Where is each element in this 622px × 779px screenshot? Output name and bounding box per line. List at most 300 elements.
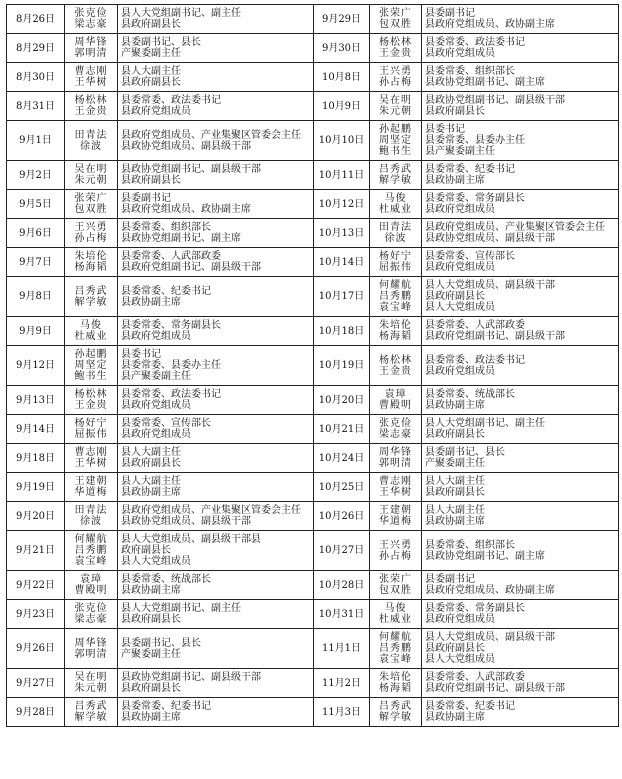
- person-name: 包双胜: [379, 585, 412, 596]
- position-title: 县委常委、纪委书记: [121, 701, 211, 712]
- person-name: 朱培伦: [379, 320, 412, 331]
- right-names-cell: [370, 571, 422, 600]
- person-name: 吕秀鹏: [379, 291, 412, 302]
- right-names-cell: [370, 317, 422, 346]
- table-row: [7, 248, 619, 277]
- person-name: 袁宝峰: [379, 654, 412, 665]
- left-date-cell: 8月31日: [7, 92, 65, 121]
- position-title: 县委副书记、县长: [425, 447, 505, 458]
- left-names-cell: [65, 63, 118, 92]
- position-title: 县政协副主席: [121, 487, 181, 498]
- position-title: 县委常委、政法委书记: [425, 37, 525, 48]
- person-name: 王金贵: [379, 365, 412, 377]
- table-row: [7, 92, 619, 121]
- person-name: 王华树: [74, 77, 108, 88]
- left-positions-cell: [118, 190, 314, 219]
- right-names-cell: [370, 698, 422, 727]
- left-names-cell: [65, 502, 118, 531]
- left-names-cell: [65, 92, 118, 121]
- left-positions-cell: [118, 698, 314, 727]
- left-date-cell: 9月23日: [7, 600, 65, 629]
- right-names-cell: [370, 248, 422, 277]
- left-positions-cell: [118, 219, 314, 248]
- table-row: [7, 5, 619, 34]
- left-names-cell: [65, 121, 118, 161]
- right-positions-cell: [422, 161, 619, 190]
- person-name: 袁宝峰: [379, 302, 412, 313]
- left-positions-cell: [118, 502, 314, 531]
- left-names-cell: [65, 219, 118, 248]
- person-name: 吕秀鹏: [379, 643, 412, 654]
- person-name: 曹殿明: [74, 585, 108, 596]
- person-name: 解学敏: [379, 712, 412, 723]
- right-date-cell: 10月10日: [314, 121, 370, 161]
- person-name: 张克俭: [74, 8, 108, 19]
- person-name: 郭明清: [74, 48, 108, 59]
- right-names-cell: [370, 34, 422, 63]
- position-title: 县政协党组副书记、副县级干部: [425, 95, 565, 106]
- right-date-cell: 10月13日: [314, 219, 370, 248]
- table-row: [7, 571, 619, 600]
- table-row: [7, 317, 619, 346]
- position-title: 县政府党组成员、政协副主席: [425, 19, 555, 30]
- person-name: 华道梅: [379, 516, 412, 527]
- person-name: 杜威业: [379, 204, 412, 215]
- person-name: 杨海韬: [74, 262, 108, 273]
- table-row: [7, 161, 619, 190]
- position-title: 县政府党组成员: [425, 48, 495, 59]
- left-names-cell: [65, 473, 118, 502]
- person-name: 曹志刚: [379, 476, 412, 487]
- right-names-cell: [370, 629, 422, 669]
- right-positions-cell: [422, 600, 619, 629]
- right-date-cell: 10月8日: [314, 63, 370, 92]
- right-date-cell: 10月24日: [314, 444, 370, 473]
- left-names-cell: [65, 531, 118, 571]
- left-positions-cell: [118, 34, 314, 63]
- position-title: 县人大副主任: [121, 476, 181, 487]
- position-title: 县政协副主席: [425, 516, 485, 527]
- right-date-cell: 10月11日: [314, 161, 370, 190]
- left-date-cell: 9月21日: [7, 531, 65, 571]
- left-date-cell: 9月5日: [7, 190, 65, 219]
- position-title: 县委副书记、县长: [121, 37, 201, 48]
- right-date-cell: 10月25日: [314, 473, 370, 502]
- person-name: 杨海韬: [379, 331, 412, 342]
- right-positions-cell: [422, 219, 619, 248]
- left-date-cell: 9月20日: [7, 502, 65, 531]
- left-names-cell: [65, 34, 118, 63]
- person-name: 华道梅: [74, 487, 108, 498]
- position-title: 县人大党组成员、副县级干部县: [121, 534, 261, 545]
- table-row: [7, 502, 619, 531]
- person-name: 包双胜: [379, 19, 412, 30]
- left-positions-cell: [118, 600, 314, 629]
- person-name: 周华锋: [379, 447, 412, 458]
- position-title: 产聚委副主任: [121, 648, 181, 660]
- left-date-cell: 9月12日: [7, 346, 65, 386]
- position-title: 县政府副县长: [425, 643, 485, 654]
- position-title: 县政府党组成员: [425, 614, 495, 625]
- right-date-cell: 9月30日: [314, 34, 370, 63]
- right-names-cell: [370, 63, 422, 92]
- position-title: 县委常委、政法委书记: [425, 354, 525, 366]
- person-name: 徐波: [384, 233, 407, 244]
- position-title: 县委常委、政法委书记: [121, 95, 221, 106]
- right-positions-cell: [422, 317, 619, 346]
- table-row: [7, 444, 619, 473]
- left-positions-cell: [118, 473, 314, 502]
- position-title: 县政协副主席: [425, 175, 485, 186]
- position-title: 县人大党组成员、副县级干部: [425, 280, 555, 291]
- person-name: 杨松林: [379, 37, 412, 48]
- right-positions-cell: [422, 346, 619, 386]
- position-title: 县人大党组成员: [121, 556, 191, 567]
- position-title: 县人大党组成员、副县级干部: [425, 632, 555, 643]
- person-name: 马俊: [384, 603, 407, 614]
- right-positions-cell: [422, 698, 619, 727]
- left-positions-cell: [118, 531, 314, 571]
- person-name: 王金贵: [74, 106, 108, 117]
- person-name: 何耀航: [74, 534, 108, 545]
- right-names-cell: [370, 346, 422, 386]
- left-names-cell: [65, 629, 118, 669]
- person-name: 周华锋: [74, 37, 108, 48]
- position-title: 县政府党组成员: [121, 400, 191, 411]
- left-date-cell: 9月18日: [7, 444, 65, 473]
- position-title: 县委常委、常务副县长: [425, 603, 525, 614]
- person-name: 孙占梅: [379, 77, 412, 88]
- person-name: 周坚定: [379, 135, 412, 146]
- right-date-cell: 10月21日: [314, 415, 370, 444]
- left-names-cell: [65, 669, 118, 698]
- left-positions-cell: [118, 248, 314, 277]
- left-positions-cell: [118, 161, 314, 190]
- person-name: 朱元朝: [74, 683, 108, 694]
- left-positions-cell: [118, 5, 314, 34]
- person-name: 吕秀武: [379, 701, 412, 712]
- table-row: [7, 386, 619, 415]
- table-row: [7, 34, 619, 63]
- person-name: 吕秀鹏: [74, 545, 108, 556]
- person-name: 吕秀武: [74, 701, 108, 712]
- person-name: 张荣广: [379, 574, 412, 585]
- person-name: 朱培伦: [74, 251, 108, 262]
- position-title: 县政协党组副书记、副主席: [121, 233, 241, 244]
- position-title: 政府副县长: [121, 545, 171, 556]
- position-title: 县政府党组成员、产业集聚区管委会主任: [425, 222, 605, 233]
- left-names-cell: [65, 571, 118, 600]
- position-title: 县政协党组成员、副县级干部: [425, 233, 555, 244]
- left-positions-cell: [118, 63, 314, 92]
- left-positions-cell: [118, 444, 314, 473]
- person-name: 孙起鹏: [379, 124, 412, 135]
- position-title: 县政府副县长: [425, 291, 485, 302]
- right-names-cell: [370, 669, 422, 698]
- person-name: 包双胜: [74, 204, 108, 215]
- person-name: 田青法: [74, 505, 108, 516]
- table-row: [7, 669, 619, 698]
- person-name: 孙占梅: [379, 550, 412, 562]
- person-name: 曹殿明: [379, 400, 412, 411]
- table-row: [7, 277, 619, 317]
- person-name: 孙起鹏: [74, 349, 108, 360]
- left-names-cell: [65, 415, 118, 444]
- person-name: 袁璋: [80, 574, 102, 585]
- position-title: 县政府党组副书记、副县级干部: [121, 262, 261, 273]
- person-name: 杨好宁: [74, 418, 108, 429]
- position-title: 县委常委、县委办主任: [121, 360, 221, 371]
- position-title: 县政协副主席: [425, 400, 485, 411]
- position-title: 县委书记: [425, 124, 465, 135]
- right-date-cell: 10月17日: [314, 277, 370, 317]
- right-positions-cell: [422, 386, 619, 415]
- person-name: 张荣广: [379, 8, 412, 19]
- position-title: 县政协副主席: [425, 712, 485, 723]
- left-date-cell: 9月7日: [7, 248, 65, 277]
- person-name: 杨好宁: [379, 251, 412, 262]
- right-positions-cell: [422, 415, 619, 444]
- left-names-cell: [65, 190, 118, 219]
- person-name: 徐波: [80, 516, 102, 527]
- position-title: 县委常委、统战部长: [121, 574, 211, 585]
- position-title: 县委常委、纪委书记: [425, 701, 515, 712]
- left-date-cell: 9月27日: [7, 669, 65, 698]
- person-name: 田青法: [379, 222, 412, 233]
- right-positions-cell: [422, 629, 619, 669]
- position-title: 县政府党组成员、政协副主席: [121, 204, 251, 215]
- position-title: 县政府副县长: [121, 77, 181, 88]
- position-title: 县政府党组成员: [121, 106, 191, 117]
- person-name: 郭明清: [74, 648, 108, 660]
- table-row: [7, 346, 619, 386]
- table-row: [7, 121, 619, 161]
- left-names-cell: [65, 161, 118, 190]
- person-name: 鲍书生: [74, 371, 108, 382]
- position-title: 县委常委、人武部政委: [121, 251, 221, 262]
- position-title: 县政协党组成员、副县级干部: [121, 140, 251, 152]
- table-row: [7, 698, 619, 727]
- person-name: 孙占梅: [74, 233, 108, 244]
- right-date-cell: 11月2日: [314, 669, 370, 698]
- position-title: 产聚委副主任: [121, 48, 181, 59]
- right-date-cell: 10月28日: [314, 571, 370, 600]
- left-date-cell: 9月2日: [7, 161, 65, 190]
- person-name: 王兴勇: [74, 222, 108, 233]
- right-positions-cell: [422, 571, 619, 600]
- left-names-cell: [65, 317, 118, 346]
- right-date-cell: 10月12日: [314, 190, 370, 219]
- person-name: 王建朝: [74, 476, 108, 487]
- person-name: 王建朝: [379, 505, 412, 516]
- right-date-cell: 10月27日: [314, 531, 370, 571]
- table-row: [7, 190, 619, 219]
- position-title: 县人大副主任: [425, 476, 485, 487]
- person-name: 张克俭: [379, 418, 412, 429]
- right-names-cell: [370, 531, 422, 571]
- position-title: 县政府党组成员: [425, 262, 495, 273]
- left-date-cell: 8月29日: [7, 34, 65, 63]
- position-title: 县委常委、常务副县长: [425, 193, 525, 204]
- right-date-cell: 10月9日: [314, 92, 370, 121]
- left-date-cell: 9月22日: [7, 571, 65, 600]
- position-title: 县委常委、人武部政委: [425, 320, 525, 331]
- position-title: 产聚委副主任: [425, 458, 485, 469]
- table-row: [7, 415, 619, 444]
- person-name: 吴在明: [379, 95, 412, 106]
- right-names-cell: [370, 386, 422, 415]
- right-positions-cell: [422, 5, 619, 34]
- position-title: 县产聚委副主任: [425, 146, 495, 157]
- position-title: 县政府党组成员: [121, 429, 191, 440]
- right-names-cell: [370, 5, 422, 34]
- person-name: 鲍书生: [379, 146, 412, 157]
- position-title: 县委常委、宣传部长: [425, 251, 515, 262]
- person-name: 杨松林: [379, 354, 412, 366]
- person-name: 杨松林: [74, 389, 108, 400]
- right-positions-cell: [422, 190, 619, 219]
- table-row: [7, 219, 619, 248]
- right-positions-cell: [422, 34, 619, 63]
- right-names-cell: [370, 444, 422, 473]
- position-title: 县委副书记: [425, 574, 475, 585]
- person-name: 杨松林: [74, 95, 108, 106]
- right-date-cell: 10月31日: [314, 600, 370, 629]
- duty-schedule-table: [6, 4, 619, 727]
- person-name: 徐波: [80, 140, 102, 152]
- person-name: 杨海韬: [379, 683, 412, 694]
- left-positions-cell: [118, 629, 314, 669]
- right-date-cell: 10月18日: [314, 317, 370, 346]
- person-name: 王华树: [74, 458, 108, 469]
- left-date-cell: 9月19日: [7, 473, 65, 502]
- position-title: 县政府副县长: [425, 106, 485, 117]
- left-date-cell: 9月9日: [7, 317, 65, 346]
- position-title: 县政协党组副书记、副县级干部: [121, 672, 261, 683]
- person-name: 吴在明: [74, 672, 108, 683]
- right-positions-cell: [422, 669, 619, 698]
- left-names-cell: [65, 444, 118, 473]
- position-title: 县委副书记: [425, 8, 475, 19]
- right-date-cell: 10月19日: [314, 346, 370, 386]
- person-name: 曹志刚: [74, 447, 108, 458]
- position-title: 县委常委、宣传部长: [121, 418, 211, 429]
- position-title: 县人大副主任: [121, 66, 181, 77]
- position-title: 县政府党组成员: [425, 365, 495, 377]
- position-title: 县政协党组成员、副县级干部: [121, 516, 251, 527]
- position-title: 县委常委、政法委书记: [121, 389, 221, 400]
- position-title: 县政府党组成员、产业集聚区管委会主任: [121, 129, 301, 141]
- right-date-cell: 10月26日: [314, 502, 370, 531]
- left-date-cell: 9月14日: [7, 415, 65, 444]
- table-row: [7, 63, 619, 92]
- left-names-cell: [65, 698, 118, 727]
- position-title: 县人大副主任: [425, 505, 485, 516]
- person-name: 朱培伦: [379, 672, 412, 683]
- person-name: 曹志刚: [74, 66, 108, 77]
- left-names-cell: [65, 386, 118, 415]
- position-title: 县委常委、组织部长: [425, 66, 515, 77]
- right-positions-cell: [422, 473, 619, 502]
- position-title: 县政府副县长: [425, 429, 485, 440]
- left-date-cell: 8月26日: [7, 5, 65, 34]
- position-title: 县委常委、组织部长: [121, 222, 211, 233]
- person-name: 袁璋: [384, 389, 407, 400]
- right-date-cell: 11月3日: [314, 698, 370, 727]
- position-title: 县委常委、统战部长: [425, 389, 515, 400]
- left-positions-cell: [118, 277, 314, 317]
- person-name: 张克俭: [74, 603, 108, 614]
- position-title: 县委常委、常务副县长: [121, 320, 221, 331]
- position-title: 县人大副主任: [121, 447, 181, 458]
- right-names-cell: [370, 161, 422, 190]
- right-names-cell: [370, 92, 422, 121]
- left-date-cell: 9月13日: [7, 386, 65, 415]
- person-name: 杜威业: [379, 614, 412, 625]
- left-date-cell: 9月26日: [7, 629, 65, 669]
- person-name: 王金贵: [379, 48, 412, 59]
- person-name: 吕秀武: [379, 164, 412, 175]
- position-title: 县人大党组成员: [425, 302, 495, 313]
- position-title: 县委常委、纪委书记: [121, 285, 211, 297]
- table-row: [7, 600, 619, 629]
- person-name: 周坚定: [74, 360, 108, 371]
- person-name: 屈振伟: [74, 429, 108, 440]
- left-positions-cell: [118, 386, 314, 415]
- person-name: 马俊: [384, 193, 407, 204]
- person-name: 朱元朝: [379, 106, 412, 117]
- position-title: 县政协副主席: [121, 712, 181, 723]
- person-name: 解学敏: [74, 712, 108, 723]
- right-names-cell: [370, 600, 422, 629]
- right-positions-cell: [422, 444, 619, 473]
- person-name: 梁志豪: [74, 19, 108, 30]
- right-positions-cell: [422, 92, 619, 121]
- table-row: [7, 629, 619, 669]
- left-date-cell: 9月8日: [7, 277, 65, 317]
- right-date-cell: 10月14日: [314, 248, 370, 277]
- position-title: 县政府副县长: [425, 487, 485, 498]
- person-name: 吴在明: [74, 164, 108, 175]
- right-positions-cell: [422, 277, 619, 317]
- right-date-cell: 10月20日: [314, 386, 370, 415]
- right-names-cell: [370, 415, 422, 444]
- position-title: 县政协副主席: [121, 585, 181, 596]
- position-title: 县政府党组副书记、副县级干部: [425, 331, 565, 342]
- person-name: 杜威业: [74, 331, 108, 342]
- person-name: 解学敏: [379, 175, 412, 186]
- position-title: 县政府副县长: [121, 614, 181, 625]
- position-title: 县人大党组副书记、副主任: [121, 603, 241, 614]
- person-name: 吕秀武: [74, 285, 108, 297]
- left-positions-cell: [118, 92, 314, 121]
- right-positions-cell: [422, 248, 619, 277]
- position-title: 县委常委、组织部长: [425, 539, 515, 551]
- person-name: 马俊: [80, 320, 102, 331]
- person-name: 郭明清: [379, 458, 412, 469]
- position-title: 县委常委、县委办主任: [425, 135, 525, 146]
- table-row: [7, 473, 619, 502]
- right-positions-cell: [422, 121, 619, 161]
- position-title: 县政协党组副书记、副主席: [425, 550, 545, 562]
- position-title: 县委副书记、县长: [121, 637, 201, 649]
- person-name: 王金贵: [74, 400, 108, 411]
- right-positions-cell: [422, 531, 619, 571]
- person-name: 王兴勇: [379, 66, 412, 77]
- right-names-cell: [370, 502, 422, 531]
- person-name: 田青法: [74, 129, 108, 141]
- person-name: 解学敏: [74, 296, 108, 308]
